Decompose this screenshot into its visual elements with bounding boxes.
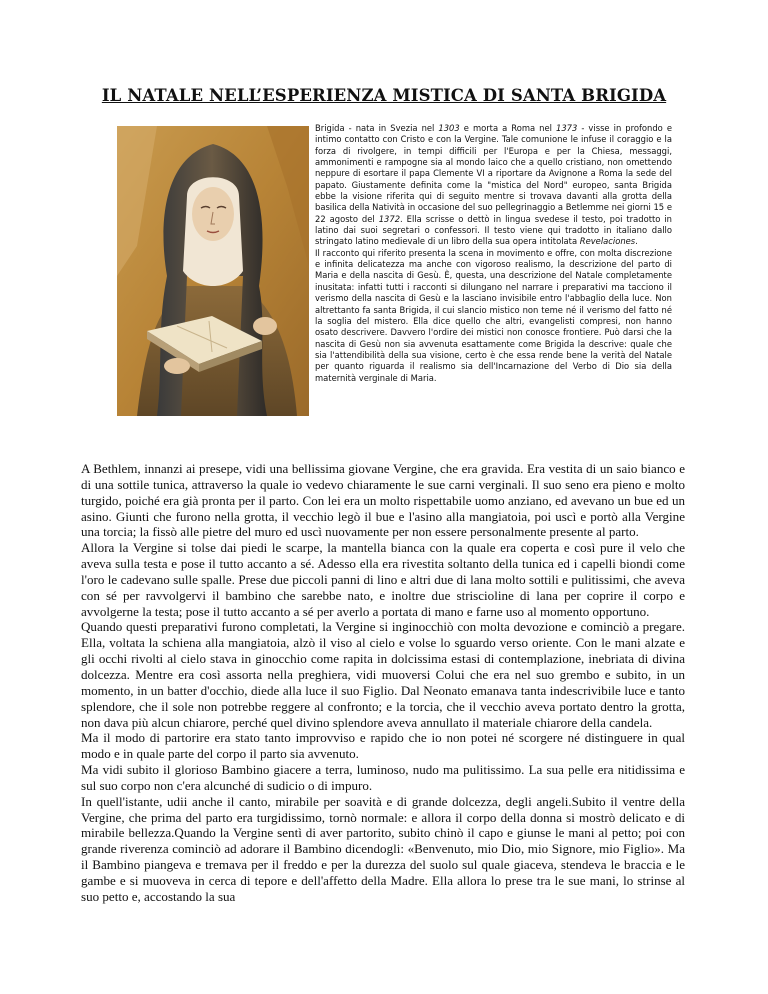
intro-text: . Ella scrisse o dettò in lingua svedese il testo, poi tradotto in latino dai suoi segretari o confessori. Il testo viene qui tradotto in italiano dallo stringato latino medievale di un libro della sua opera intitolata xyxy=(315,213,672,247)
vision-paragraph: Ma il modo di partorire era stato tanto improvviso e rapido che io non potei né scorgere né distinguere in qual modo e in quale parte del corpo il parto sia avvenuto. xyxy=(81,730,685,762)
vision-text xyxy=(81,461,685,905)
pilgrimage-year: 1372 xyxy=(378,213,401,224)
portrait-image xyxy=(117,126,309,416)
intro-text: . xyxy=(635,236,638,247)
birth-year: 1303 xyxy=(438,123,460,133)
intro-section xyxy=(117,123,672,416)
page-title: IL NATALE NELL’ESPERIENZA MISTICA DI SANTA BRIGIDA xyxy=(101,86,667,105)
death-year: 1373 xyxy=(556,123,578,133)
vision-paragraph: Ma vidi subito il glorioso Bambino giacere a terra, luminoso, nudo ma pulitissimo. La sua pelle era nitidissima e sul suo corpo non c'era alcunché di sudicio o di impuro. xyxy=(81,762,685,793)
vision-paragraph: A Bethlem, innanzi ai presepe, vidi una bellissima giovane Vergine, che era gravida. Era vestita di un saio bianco e di una sottile tunica, attraverso la quale io vedevo chiaramente le sue carni verginali. Il suo seno era pieno e molto turgido, poiché era già pronta per il parto. Con lei era un molto rispettabile uomo anziano, ed avevano un bue ed un asino. Giunti che furono nella grotta, il vecchio legò il bue e l'asino alla mangiatoia, poi uscì e portò alla Vergine una torcia; la fissò alle pietre del muro ed uscì nuovamente per non essere personalmente presente al parto. xyxy=(81,461,685,540)
intro-paragraph-2: Il racconto qui riferito presenta la scena in movimento e offre, con molta discrezione e infinita delicatezza ma anche con vigoroso realismo, la descrizione del parto di Maria e della nascita di Gesù. È, questa, una descrizione del Natale completamente inusitata: infatti tutti i racconti si dilungano nel narrare i preparativi ma tacciono il verismo della nascita di Gesù e la lasciano invisibile entro l'abbaglio della luce. Non altrettanto fa santa Brigida, il cui slancio mistico non teme né il verismo del fatto né la soglia del mistero. Ella dice quello che altri, evangelisti compresi, non hanno osato descrivere. Davvero l'ordire dei mistici non conosce frontiere. Può darsi che la nascita di Gesù non sia avvenuta esattamente come Brigida la descrive: quale che sia l'attendibilità della sua visione, certo è che essa rende bene la verità del Natale per quanto riguarda il realismo sia dell'Incarnazione del Verbo di Dio sia della maternità verginale di Maria. xyxy=(315,247,672,383)
book-title: Revelaciones xyxy=(579,236,636,247)
intro-text: - visse in profondo e intimo contatto con Cristo e con la Vergine. Tale comunione le infuse il coraggio e la forza di rivolgere, in tempi difficili per l'Europa e per la Chiesa, messaggi, ammonimenti e rampogne sia al mondo laico che a quello cristiano, non omettendo neppure di esortare il papa Clemente VI a riportare da Avignone a Roma la sede del papato. Giustamente definita come la "mistica del Nord" europeo, santa Brigida ebbe la visione riferita qui di seguito mentre si trovava davanti alla grotta della basilica della Natività in occasione del suo pellegrinaggio a Betlemme nei giorni 15 e 22 agosto del xyxy=(315,123,672,224)
intro-text: Brigida - nata in Svezia nel xyxy=(315,123,439,133)
intro-text: e morta a Roma nel xyxy=(459,123,556,133)
vision-paragraph: Quando questi preparativi furono completati, la Vergine si inginocchiò con molta devozione e cominciò a pregare. Ella, voltata la schiena alla mangiatoia, alzò il viso al cielo e volse lo sguardo verso oriente. Con le mani alzate e gli occhi rivolti al cielo stava in ginocchio come rapita in dolcissima estasi di contemplazione, inebriata di divina dolcezza. Mentre era così assorta nella preghiera, vidi muoversi Colui che era nel suo grembo e subito, in un momento, in un batter d'occhio, diede alla luce il suo Figlio. Dal Neonato emanava tanta indescrivibile luce e tanto splendore, che il sole non potrebbe reggere al confronto; e la torcia, che il vecchio aveva portato dentro la grotta, non dava più alcun chiarore, perché quel divino splendore aveva annullato il materiale chiarore della candela. xyxy=(81,619,685,730)
vision-paragraph: In quell'istante, udii anche il canto, mirabile per soavità e di grande dolcezza, degli angeli.Subito il ventre della Vergine, che prima del parto era turgidissimo, tornò normale: e allora il corpo della donna si mostrò delicato e di mirabile bellezza.Quando la Vergine sentì di aver partorito, subito chinò il capo e giunse le mani al petto; poi con grande riverenza cominciò ad adorare il Bambino dicendogli: «Benvenuto, mio Dio, mio Signore, mio Figlio». Ma il Bambino piangeva e tremava per il freddo e per la durezza del suolo sul quale giaceva, stendeva le braccia e le gambe e si muoveva in cerca di tepore e dell'affetto della Madre. Ella allora lo prese tra le sue mani, lo strinse al suo petto e, accostando la sua xyxy=(81,793,685,904)
vision-paragraph: Allora la Vergine si tolse dai piedi le scarpe, la mantella bianca con la quale era coperta e così pure il velo che aveva sulla testa e pose il tutto accanto a sé. Adesso ella era rivestita soltanto della tunica ed i capelli biondi come l'oro le cadevano sulle spalle. Prese due piccoli panni di lino e altri due di lana molto sottili e pulitissimi, che aveva con sé per ravvolgervi il bambino che sarebbe nato, e inoltre due striscioline di lana per coprire il corpo e avvolgerne la testa; pose il tutto accanto a sé per averlo a portata di mano e farne uso al momento opportuno. xyxy=(81,540,685,619)
saint-brigida-portrait xyxy=(117,126,309,416)
